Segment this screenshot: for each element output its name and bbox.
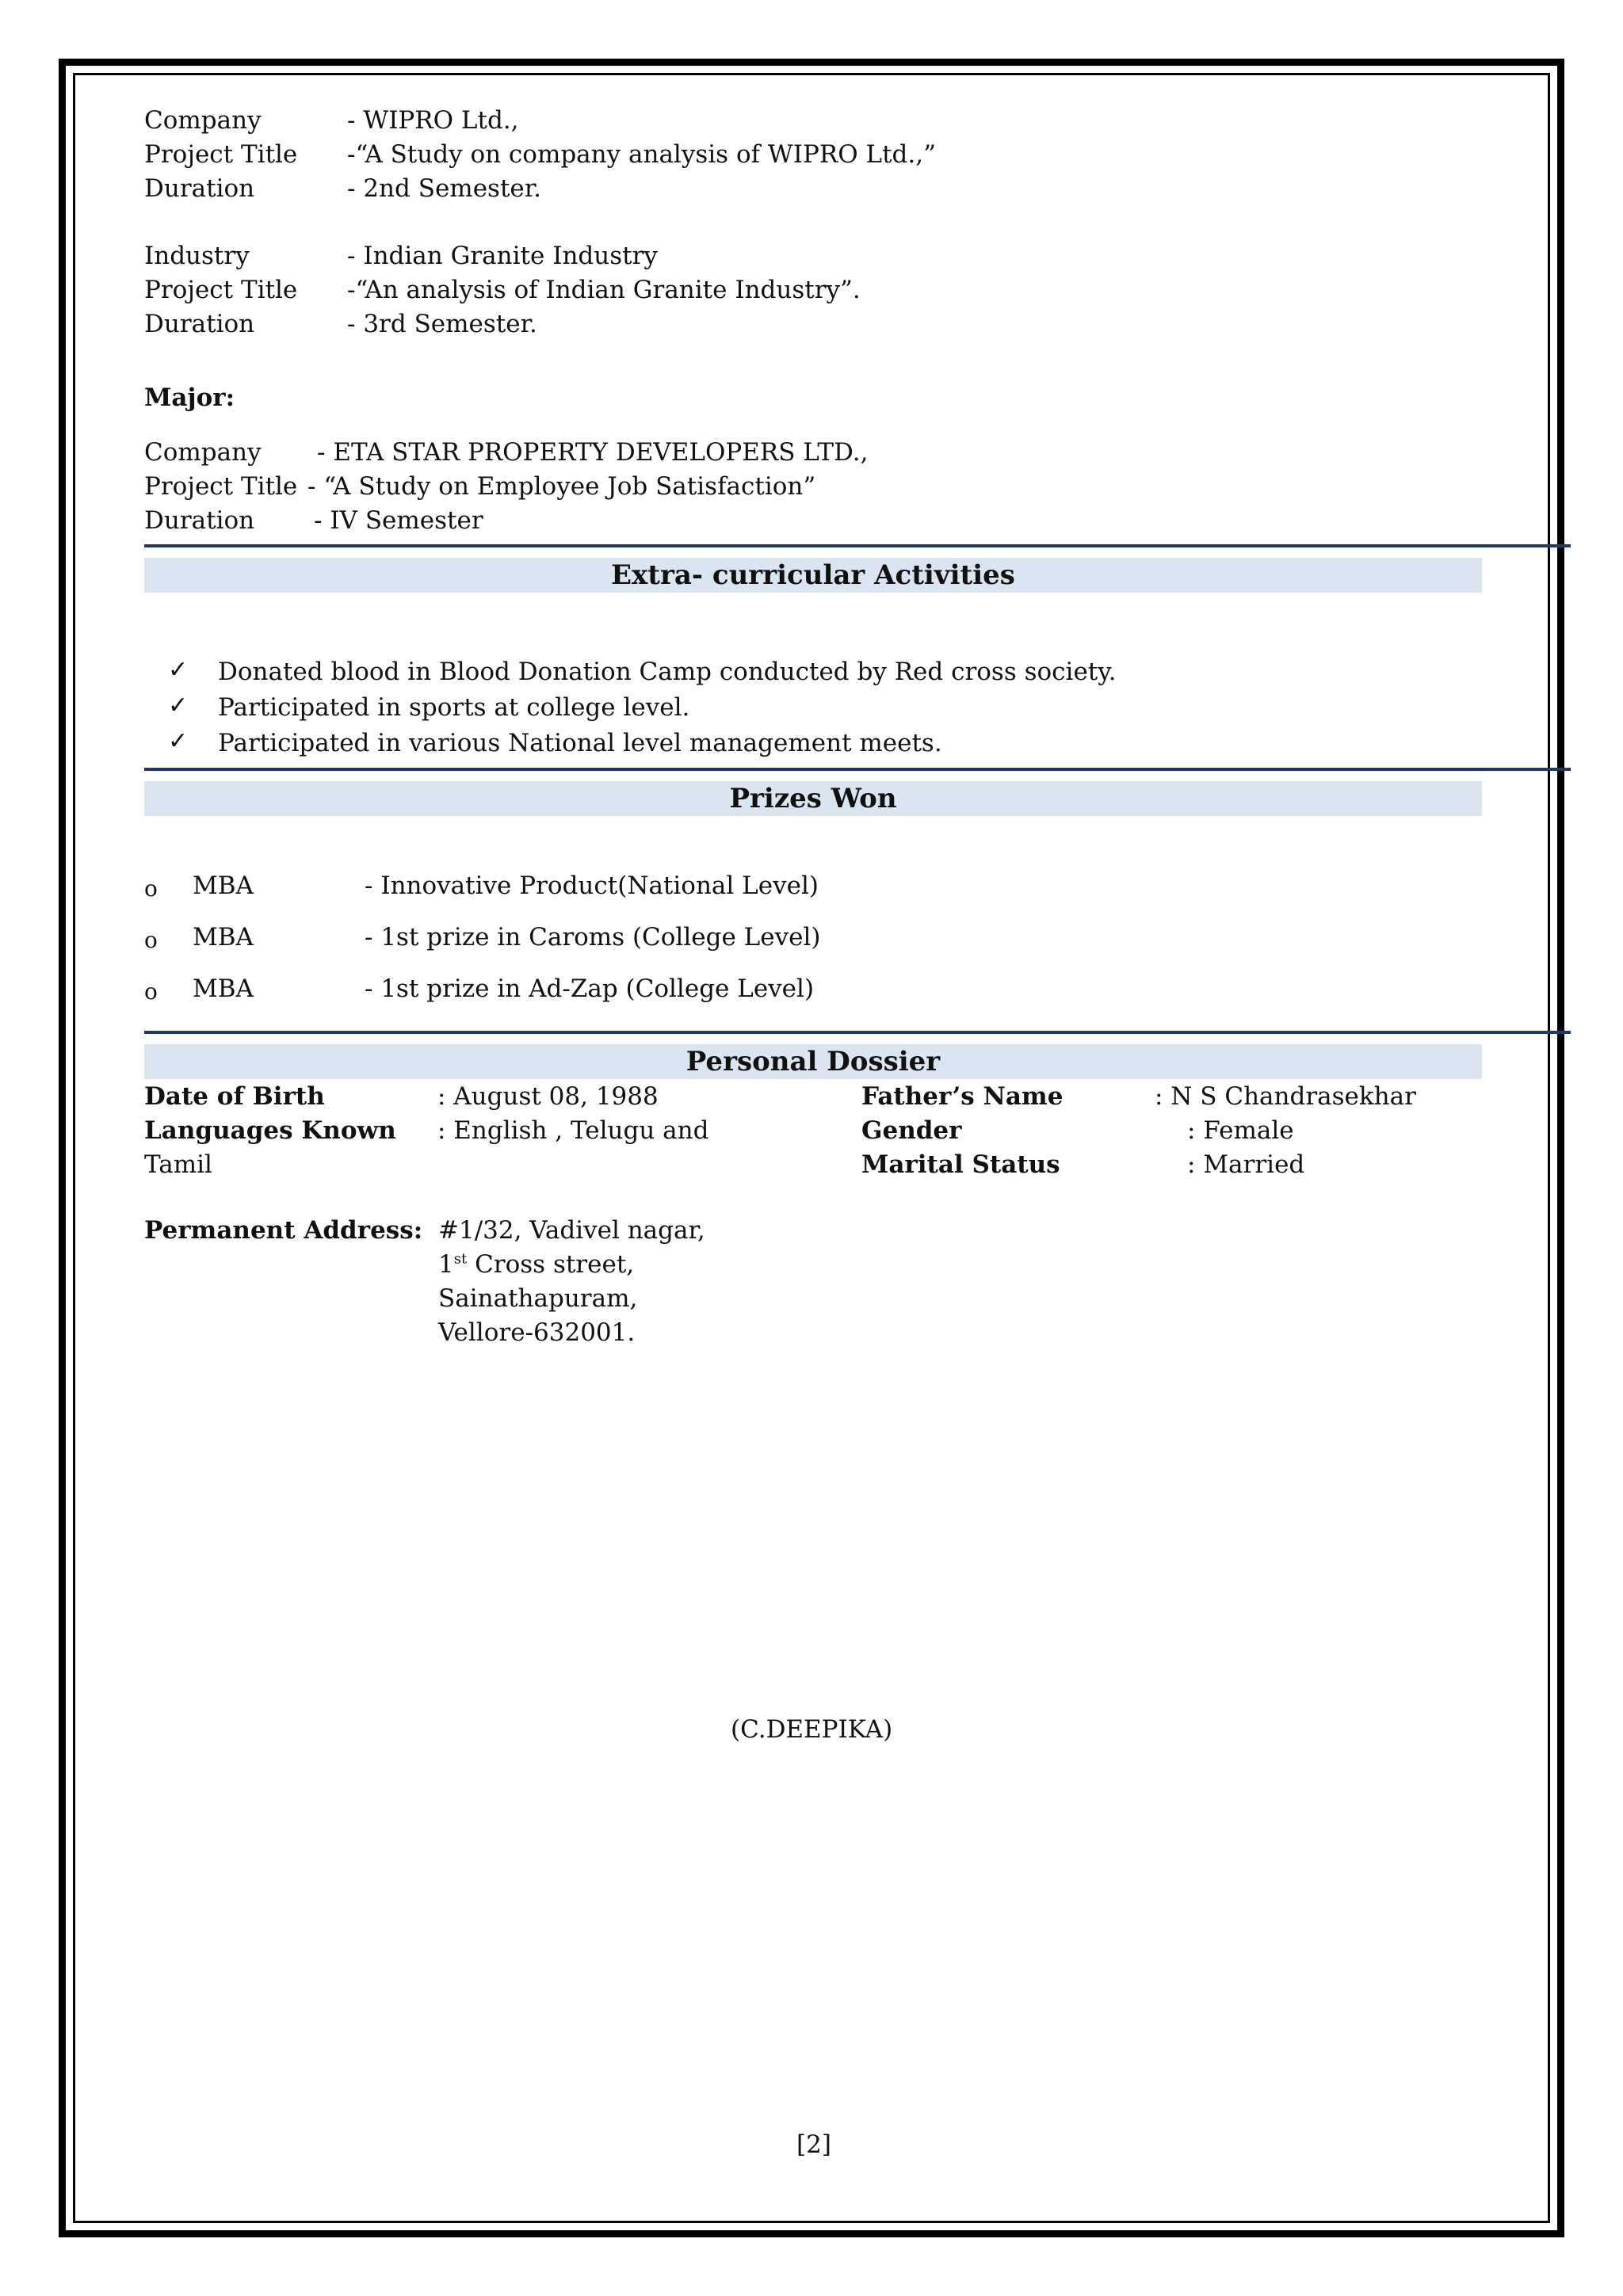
project-value: - WIPRO Ltd., xyxy=(347,106,519,135)
gender-value: : Female xyxy=(1187,1116,1294,1145)
list-item: Participated in sports at college level. xyxy=(218,693,690,722)
prize-course: MBA xyxy=(193,923,254,952)
prize-course: MBA xyxy=(193,974,254,1003)
bullet-circle-icon: o xyxy=(144,927,158,953)
project-label: Duration xyxy=(144,310,255,338)
marital-status-value: : Married xyxy=(1187,1150,1305,1179)
project-value: - IV Semester xyxy=(314,506,483,535)
list-item: Participated in various National level management meets. xyxy=(218,729,942,757)
list-item: Donated blood in Blood Donation Camp conducted by Red cross society. xyxy=(218,658,1117,686)
languages-value: : English , Telugu and xyxy=(437,1116,709,1145)
dob-label: Date of Birth xyxy=(144,1082,325,1111)
section-title-prizes: Prizes Won xyxy=(729,783,897,814)
marital-status-label: Marital Status xyxy=(861,1150,1060,1179)
project-value: - 2nd Semester. xyxy=(347,174,542,203)
project-value: -“A Study on company analysis of WIPRO Ltd.,” xyxy=(347,140,936,169)
section-rule xyxy=(144,768,1571,771)
section-rule xyxy=(144,544,1571,547)
project-label: Project Title xyxy=(144,276,298,304)
checkmark-icon: ✓ xyxy=(168,656,189,684)
project-label: Project Title xyxy=(144,472,298,501)
section-title-extra-curricular: Extra- curricular Activities xyxy=(611,559,1015,591)
checkmark-icon: ✓ xyxy=(168,727,189,755)
father-name-label: Father’s Name xyxy=(861,1082,1064,1111)
major-heading: Major: xyxy=(144,383,235,412)
languages-value-continued: Tamil xyxy=(144,1150,212,1179)
languages-label: Languages Known xyxy=(144,1116,396,1145)
signature-name: (C.DEEPIKA) xyxy=(731,1715,893,1744)
project-label: Duration xyxy=(144,174,255,203)
project-value: - “A Study on Employee Job Satisfaction” xyxy=(307,472,816,501)
prize-text: - 1st prize in Ad-Zap (College Level) xyxy=(365,974,815,1003)
prize-course: MBA xyxy=(193,871,254,900)
project-label: Company xyxy=(144,106,262,135)
project-value: - ETA STAR PROPERTY DEVELOPERS LTD., xyxy=(317,438,869,467)
bullet-circle-icon: o xyxy=(144,978,158,1005)
prize-text: - Innovative Product(National Level) xyxy=(365,871,819,900)
section-title-personal-dossier: Personal Dossier xyxy=(685,1046,941,1077)
permanent-address-label: Permanent Address: xyxy=(144,1216,423,1245)
project-label: Duration xyxy=(144,506,255,535)
address-line: Sainathapuram, xyxy=(438,1284,638,1313)
address-line: Vellore-632001. xyxy=(438,1318,636,1347)
project-label: Industry xyxy=(144,242,250,270)
page-number: [2] xyxy=(796,2130,831,2159)
address-line: #1/32, Vadivel nagar, xyxy=(438,1216,705,1245)
project-label: Project Title xyxy=(144,140,298,169)
father-name-value: : N S Chandrasekhar xyxy=(1155,1082,1416,1111)
section-rule xyxy=(144,1031,1571,1034)
project-value: - Indian Granite Industry xyxy=(347,242,658,270)
project-label: Company xyxy=(144,438,262,467)
project-value: -“An analysis of Indian Granite Industry”. xyxy=(347,276,861,304)
prize-text: - 1st prize in Caroms (College Level) xyxy=(365,923,821,952)
gender-label: Gender xyxy=(861,1116,962,1145)
checkmark-icon: ✓ xyxy=(168,692,189,719)
bullet-circle-icon: o xyxy=(144,875,158,902)
project-value: - 3rd Semester. xyxy=(347,310,537,338)
page-border-inner xyxy=(73,73,1550,2223)
dob-value: : August 08, 1988 xyxy=(437,1082,659,1111)
address-line: 1st Cross street, xyxy=(438,1250,635,1279)
